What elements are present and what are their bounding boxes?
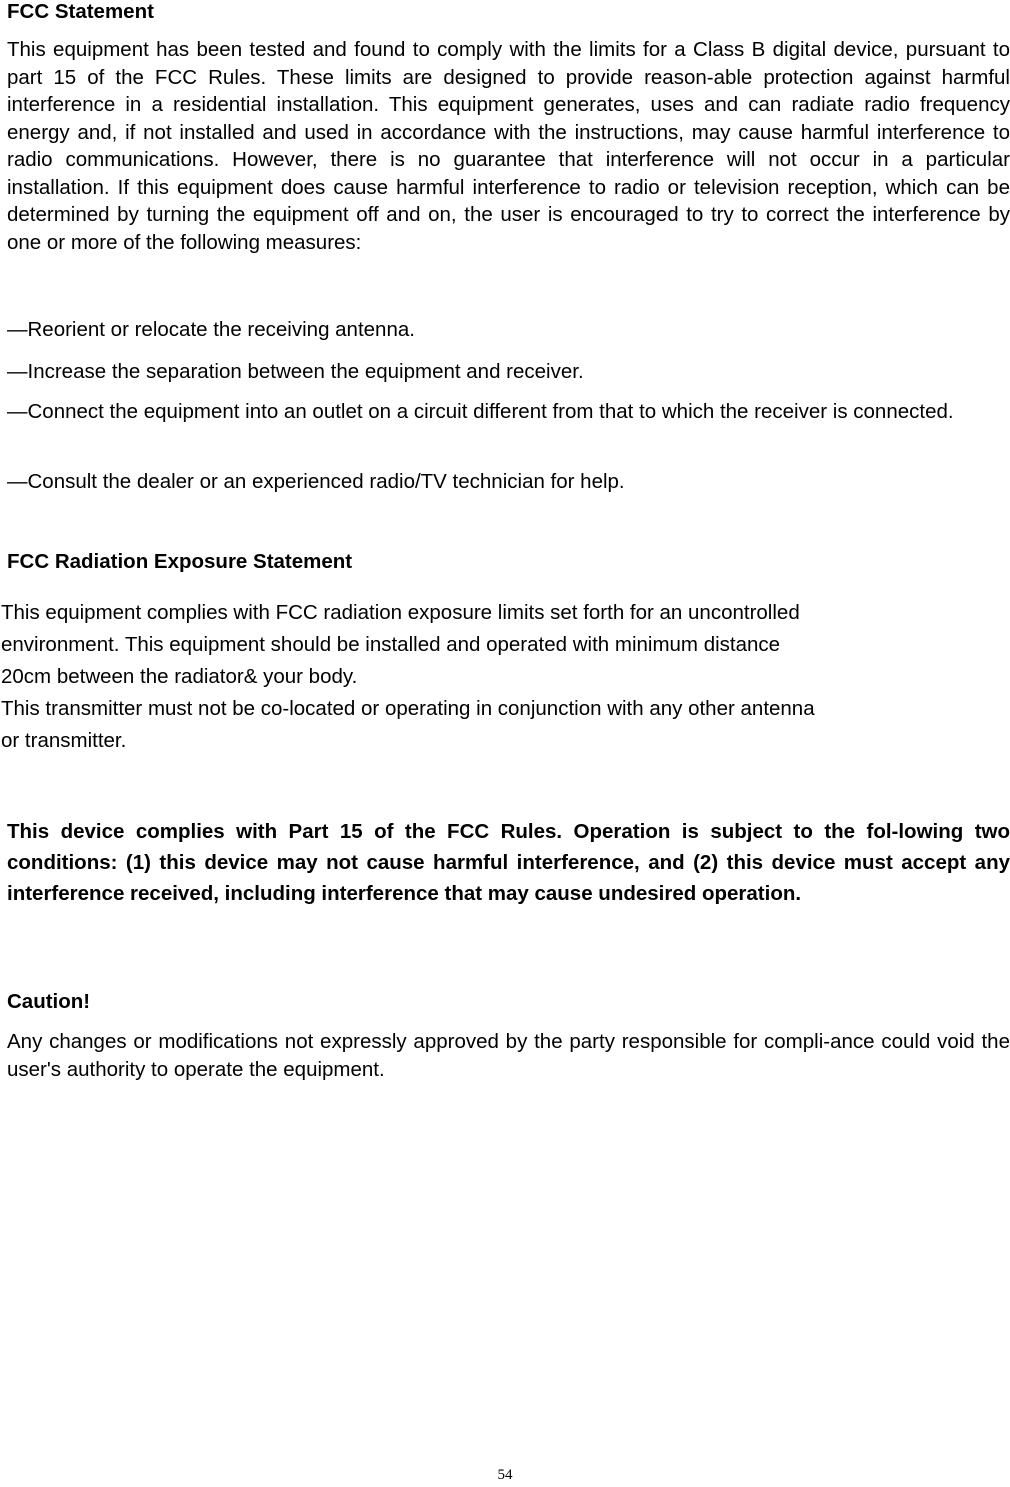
radiation-line: environment. This equipment should be installed and operated with minimum distance xyxy=(1,633,781,656)
radiation-exposure-heading: FCC Radiation Exposure Statement xyxy=(7,550,353,573)
caution-paragraph: Any changes or modifications not expressly approved by the party responsible for compli-ance could void the user's authority to operate the equipment. xyxy=(7,1030,1010,1081)
part15-compliance-notice: This device complies with Part 15 of the FCC Rules. Operation is subject to the fol-lowing two conditions: (1) this device may not cause harmful interference, and (2) this device must accept any interference received, including interference that may cause undesired operation. xyxy=(7,820,1010,905)
caution-heading: Caution! xyxy=(7,990,91,1013)
radiation-line: 20cm between the radiator& your body. xyxy=(1,665,358,688)
radiation-line: or transmitter. xyxy=(1,729,127,752)
measure-item: —Connect the equipment into an outlet on a circuit different from that to which the receiver is connected. xyxy=(7,400,954,423)
fcc-statement-heading: FCC Statement xyxy=(7,0,154,23)
fcc-statement-paragraph: This equipment has been tested and found to comply with the limits for a Class B digital device, pursuant to part 15 of the FCC Rules. These limits are designed to provide reason-able protection against harmful interference in a residential installation. This equipment generates, uses and can radiate radio frequency energy and, if not installed and used in accordance with the instructions, may cause harmful interference to radio communications. However, there is no guarantee that interference will not occur in a particular installation. If this equipment does cause harmful interference to radio or television reception, which can be determined by turning the equipment off and on, the user is encouraged to try to correct the interference by one or more of the following measures: xyxy=(7,38,1010,254)
radiation-line: This equipment complies with FCC radiation exposure limits set forth for an uncontrolled xyxy=(1,601,800,624)
measure-item: —Increase the separation between the equipment and receiver. xyxy=(7,360,584,383)
measure-item: —Consult the dealer or an experienced radio/TV technician for help. xyxy=(7,470,625,493)
radiation-line: This transmitter must not be co-located or operating in conjunction with any other antenna xyxy=(1,697,815,720)
measure-item: —Reorient or relocate the receiving antenna. xyxy=(7,318,415,341)
page-number: 54 xyxy=(497,1467,513,1483)
